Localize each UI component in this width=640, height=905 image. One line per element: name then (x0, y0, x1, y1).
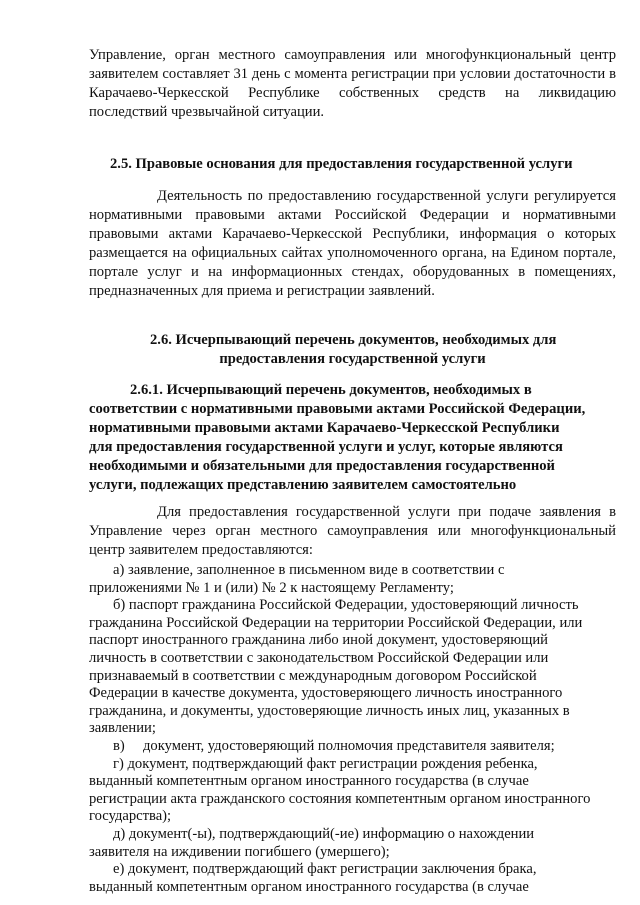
list-item-line: гражданина, и документы, удостоверяющие личность иных лиц, указанных в (89, 702, 570, 719)
list-item-line: д) документ(-ы), подтверждающий(-ие) информацию о нахождении (113, 826, 535, 842)
section-2-6-1-intro: Для предоставления государственной услуги при подаче заявления в Управление через орган местного самоуправления или многофункциональный центр заявителем предоставляются: (89, 504, 616, 558)
section-2-6-heading-line1: 2.6. Исчерпывающий перечень документов, необходимых для (150, 332, 557, 348)
list-item-line: личность в соответствии с законодательством Российской Федерации или (89, 650, 549, 666)
list-item-line: б) паспорт гражданина Российской Федерации, удостоверяющий личность (113, 597, 579, 614)
list-item-line: в) документ, удостоверяющий полномочия представителя заявителя; (113, 738, 555, 754)
list-item-line: выданный компетентным органом иностранного государства (в случае (89, 773, 529, 790)
list-item-line: гражданина Российской Федерации на территории Российской Федерации, или (89, 614, 583, 631)
intro-paragraph: Управление, орган местного самоуправления или многофункциональный центр заявителем составляет 31 день с момента регистрации при условии достаточности в Карачаево-Черкесской Республике собственных средств на ликвидацию последствий чрезвычайной ситуации. (89, 47, 616, 120)
list-item-line: государства); (89, 808, 172, 825)
list-item-line: а) заявление, заполненное в письменном виде в соответствии с (113, 562, 505, 578)
section-2-6-1-heading-line: необходимыми и обязательными для предоставления государственной (89, 458, 555, 474)
list-item-line: паспорт иностранного гражданина либо иной документ, удостоверяющий (89, 632, 548, 649)
list-item-line: г) документ, подтверждающий факт регистрации рождения ребенка, (113, 755, 538, 772)
list-item-line: приложениями № 1 и (или) № 2 к настоящему Регламенту; (89, 579, 454, 596)
section-2-5-body: Деятельность по предоставлению государственной услуги регулируется нормативными правовыми актами Российской Федерации и нормативными правовыми актами Карачаево-Черкесской Республики, информация о которых размещается на официальных сайтах уполномоченного органа, на Едином портале, портале услуг и на информационных стендах, оборудованных в помещениях, предназначенных для приема и регистрации заявлений. (89, 188, 616, 299)
section-2-6-1-heading-line: 2.6.1. Исчерпывающий перечень документов, необходимых в (130, 382, 532, 398)
section-2-6-1-heading-line: услуги, подлежащих представлению заявителем самостоятельно (89, 477, 517, 493)
list-item-line: Федерации в качестве документа, удостоверяющего личность иностранного (89, 685, 563, 702)
list-item-line: е) документ, подтверждающий факт регистрации заключения брака, (113, 861, 537, 878)
section-2-6-1-heading-line: нормативными правовыми актами Карачаево-Черкесской Республики (89, 420, 560, 436)
section-2-6-heading-line2: предоставления государственной услуги (219, 351, 486, 367)
list-item-line: признаваемый в соответствии с международным договором Российской (89, 667, 537, 684)
list-item-line: заявителя на иждивении погибшего (умершего); (89, 843, 390, 860)
section-2-6-1-heading-line: соответствии с нормативными правовыми актами Российской Федерации, (89, 401, 586, 417)
section-2-5-heading: 2.5. Правовые основания для предоставления государственной услуги (110, 156, 573, 172)
section-2-6-1-heading-line: для предоставления государственной услуги и услуг, которые являются (89, 439, 563, 455)
list-item-line: регистрации акта гражданского состояния компетентным органом иностранного (89, 790, 591, 807)
list-item-line: заявлении; (89, 720, 156, 737)
list-item-line: выданный компетентным органом иностранного государства (в случае (89, 878, 529, 895)
